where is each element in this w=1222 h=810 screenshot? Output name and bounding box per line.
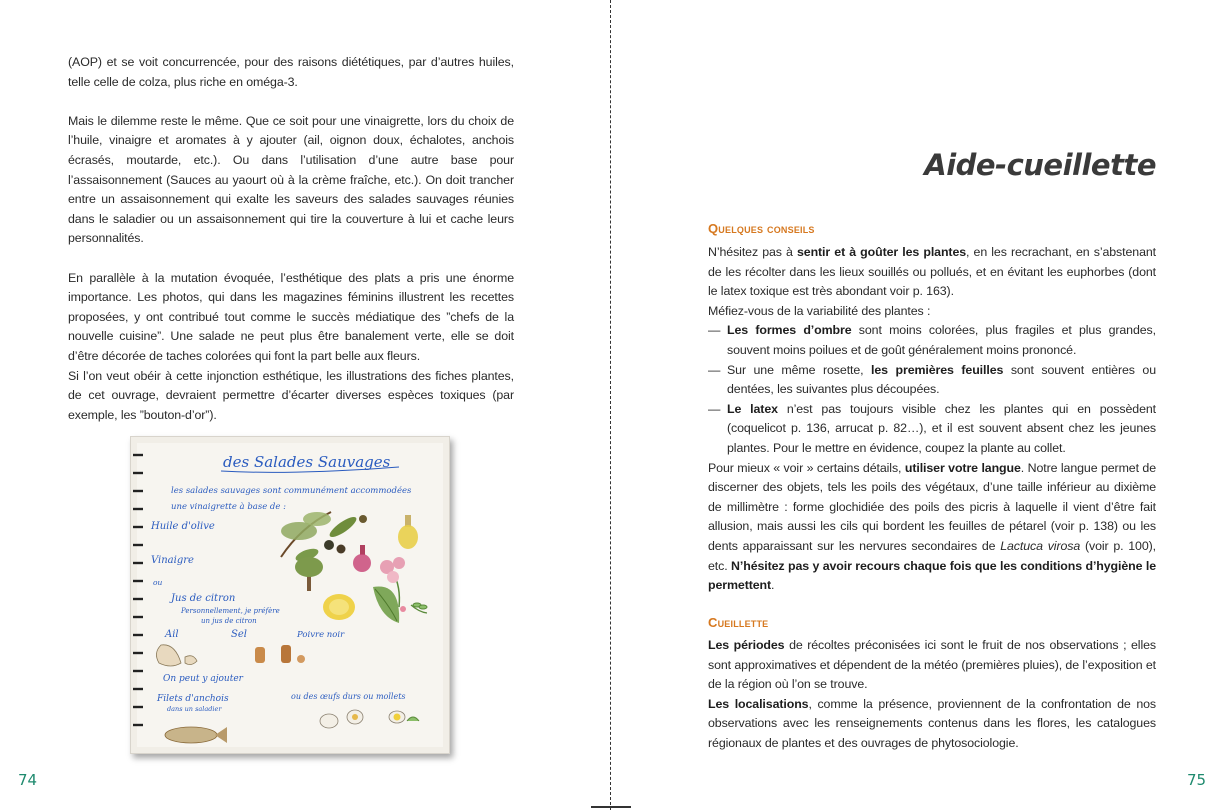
small-tree-drawing xyxy=(295,557,323,591)
notebook-or: ou xyxy=(153,578,163,587)
notebook-item-2: Vinaigre xyxy=(151,555,194,566)
olive-branch-drawing xyxy=(281,512,367,564)
advice-section-text xyxy=(708,243,1156,596)
notebook-item-6b: ou des œufs durs ou mollets xyxy=(291,692,406,701)
vinegar-flask-drawing xyxy=(353,545,371,572)
paragraph-3: En parallèle à la mutation évoquée, l’esthétique des plats a pris une énorme importance. Les photos, qui dans les magazines féminins illustrent les recettes proposées, y ont contribué tout comme le succès médiatique des ”chefs de la nouvelle cuisine”. Une salade ne peut plus être banalement verte, elle se doit d’être décorée de taches colorées qui font la part belle aux fleurs. xyxy=(68,270,514,363)
fish-drawing xyxy=(165,727,227,743)
lemon-drawing xyxy=(323,594,355,620)
notebook-item-3: Jus de citron xyxy=(171,593,236,604)
notebook-illustration xyxy=(131,437,449,753)
notebook-item-3-note-1: Personnellement, je préfère xyxy=(181,607,280,615)
spiral-binding xyxy=(133,455,143,725)
advice-list-item-1: — Les formes d’ombre sont moins colorées, plus fragiles et plus grandes, souvent moins poilues et de goût généralement moins prononcé. xyxy=(708,323,1156,357)
notebook-intro-1: les salades sauvages sont communément accommodées xyxy=(171,486,412,496)
advice-paragraph-3: Pour mieux « voir » certains détails, utiliser votre langue. Notre langue permet de discerner des objets, tels les poils des végétaux, d’une taille inférieur au dixième de millimètre : forme glochidiée des poils des picris à laquelle il vient d’être fait allusion, mais aussi les cils qui bordent les feuilles de pétarel (voir p. 138) ou les dents apparaissant sur les nervures secondaires de Lactuca virosa (voir p. 100), etc. N’hésitez pas y avoir recours chaque fois que les conditions d’hygiène le permettent. xyxy=(708,460,1156,593)
paragraph-2: Mais le dilemme reste le même. Que ce soit pour une vinaigrette, lors du choix de l’huile, vinaigre et aromates à y ajouter (ail, oignon doux, échalotes, anchois écrasés, moutarde, etc.). Ou dans l’utilisation d’une autre base pour l’assaisonnement (Sauces au yaourt où à la crème fraîche, etc.). On doit trancher entre un assaisonnement qui exalte les saveurs des salades sauvages réunies dans le saladier ou un assaisonnement qui tire la couverture à lui et cache leurs personnalités. xyxy=(68,113,514,246)
harvest-section-text xyxy=(708,636,1156,754)
left-page xyxy=(0,0,610,810)
notebook-intro-2: une vinaigrette à base de : xyxy=(171,502,286,512)
page-spine xyxy=(610,0,611,810)
paragraph-4: Si l’on veut obéir à cette injonction esthétique, les illustrations des fiches plantes, de cet ouvrage, devraient permettre d’écarter diverses espèces toxiques (par exemple, les ”bouton-d’or”). xyxy=(68,368,514,422)
notebook-item-4a: Ail xyxy=(165,629,179,640)
section-heading-harvest: Cueillette xyxy=(708,615,769,630)
herb-sprig-drawing xyxy=(400,603,427,613)
notebook-item-6a-note: dans un saladier xyxy=(167,705,222,713)
notebook-item-6a: Filets d'anchois xyxy=(157,694,229,704)
left-body-text xyxy=(68,53,514,425)
notebook-item-5: On peut y ajouter xyxy=(163,674,243,684)
harvest-paragraph-2: Les localisations, comme la présence, proviennent de la confrontation de nos observations avec les renseignements contenus dans les flores, les catalogues régionaux de plantes et des ouvrages de phytosociologie. xyxy=(708,696,1156,750)
left-page-number: 74 xyxy=(18,771,38,789)
salt-pepper-drawing xyxy=(255,645,305,663)
right-page-number: 75 xyxy=(1187,771,1207,789)
advice-paragraph-1: N’hésitez pas à sentir et à goûter les plantes, en les recrachant, en s’abstenant de les récolter dans les lieux souillés ou pollués, et en évitant les euphorbes (dont le latex toxique est très abondant voir p. 163). xyxy=(708,245,1157,299)
notebook-item-3-note-2: un jus de citron xyxy=(201,617,257,625)
notebook-item-1: Huile d'olive xyxy=(151,521,215,532)
advice-list-item-3: — Le latex n’est pas toujours visible chez les plantes qui en possèdent (coquelicot p. 136, arrucat p. 82…), et il est souvent absent chez les jeunes plantes. Pour le mettre en évidence, coupez la plante au collet. xyxy=(708,401,1156,455)
oil-bottle-drawing xyxy=(398,515,418,549)
section-heading-advice: Quelques conseils xyxy=(708,221,815,236)
advice-list-item-2: — Sur une même rosette, les premières feuilles sont souvent entières ou dentées, les suivantes plus découpées. xyxy=(708,362,1157,397)
garlic-drawing xyxy=(156,645,197,666)
notebook-item-4b: Sel xyxy=(231,629,247,640)
paragraph-1: (AOP) et se voit concurrencée, pour des raisons diététiques, par d’autres huiles, telle celle de colza, plus riche en oméga-3. xyxy=(68,55,514,89)
advice-paragraph-2: Méfiez-vous de la variabilité des plantes : xyxy=(708,303,931,318)
recipe-notebook-photo xyxy=(130,436,450,754)
page-title: Aide-cueillette xyxy=(924,148,1156,182)
green-leaf-drawing xyxy=(373,586,399,623)
harvest-paragraph-1: Les périodes de récoltes préconisées ici sont le fruit de nos observations ; elles sont approximatives et dépendent de la météo (premières pluies), de l’exposition et de la région où l’on se trouve. xyxy=(708,638,1156,692)
notebook-item-4c: Poivre noir xyxy=(297,630,345,640)
eggs-drawing xyxy=(320,710,419,728)
notebook-title: des Salades Sauvages xyxy=(223,453,391,471)
